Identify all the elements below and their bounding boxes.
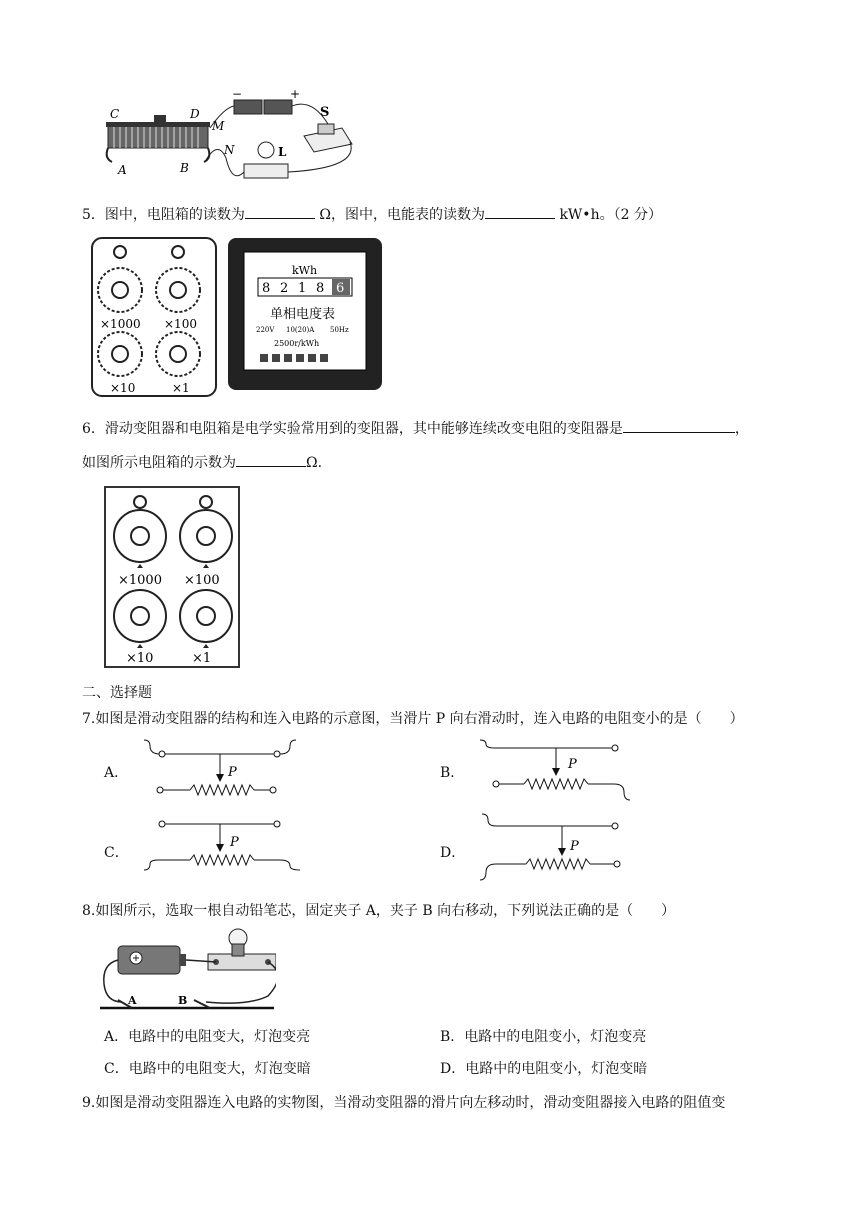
label-c: C [110,107,120,121]
q7-c-p: P [230,835,239,850]
q5-energy-meter [226,236,384,394]
q8-option-c: C．电路中的电阻变大，灯泡变暗 [104,1061,311,1077]
q8-option-a: A．电路中的电阻变大，灯泡变亮 [104,1029,311,1045]
meter-digit-2: 2 [280,281,289,296]
label-l: L [278,145,287,159]
battery-minus: − [232,88,243,101]
q7-option-d-diagram [476,812,636,884]
q7-option-b-diagram [476,736,636,804]
q6-mult-1000: ×1000 [118,573,162,588]
q5-blank-1 [245,204,315,219]
section-title: 二、选择题 [82,685,152,701]
rheostat-circuit-figure [98,88,360,188]
meter-title: 单相电度表 [270,307,336,322]
q6-blank-1 [623,418,735,433]
q8-option-b: B．电路中的电阻变小，灯泡变亮 [440,1029,647,1045]
q7-option-d-label: D． [440,845,466,861]
q6-resistance-box [104,486,240,670]
q7-option-a-diagram [140,736,300,800]
q7-b-p: P [568,757,577,772]
clip-b-label: B [178,994,188,1007]
q5-text: 5．图中，电阻箱的读数为 Ω，图中，电能表的读数为 kW•h。（2 分） [82,204,662,224]
meter-const: 2500r/kWh [274,339,320,348]
clip-a-label: A [128,994,137,1007]
q6-blank-2 [236,452,306,467]
q6-line1: 6．滑动变阻器和电阻箱是电学实验常用到的变阻器，其中能够连续改变电阻的变阻器是 ， [82,418,749,438]
q5-mult-1000: ×1000 [100,317,141,331]
q5-mult-1: ×1 [172,381,190,395]
q7-stem: 7.如图是滑动变阻器的结构和连入电路的示意图，当滑片 P 向右滑动时，连入电路的电阻变小的是（ ） [82,711,744,727]
q8-pencil-lead-circuit [98,924,276,1018]
meter-digit-3: 1 [298,281,307,296]
q7-option-c-diagram [140,816,304,880]
meter-digit-4: 8 [316,281,325,296]
q9-stem: 9.如图是滑动变阻器连入电路的实物图，当滑动变阻器的滑片向左移动时，滑动变阻器接入电路的阻值变 [82,1095,726,1111]
meter-spec-voltage: 220V [256,326,275,334]
q5-mult-100: ×100 [164,317,197,331]
q8-option-d: D．电路中的电阻变小，灯泡变暗 [440,1061,648,1077]
label-b: B [180,161,189,175]
label-s: S [320,105,330,120]
meter-spec-freq: 50Hz [330,326,349,334]
label-d: D [190,107,200,121]
q7-d-p: P [570,839,579,854]
q5-resistance-box [90,236,218,398]
battery-plus: + [290,88,301,101]
meter-digit-5: 6 [336,281,345,296]
q5-mult-10: ×10 [110,381,136,395]
q7-option-c-label: C． [104,845,129,861]
label-a: A [118,163,127,177]
meter-spec-current: 10(20)A [286,326,315,334]
q6-mult-100: ×100 [184,573,220,588]
label-m: M [212,119,225,133]
meter-digit-1: 8 [262,281,271,296]
q5-blank-2 [485,204,555,219]
meter-unit: kWh [292,264,318,277]
q6-line2: 如图所示电阻箱的示数为 Ω. [82,452,322,472]
q7-a-p: P [228,765,237,780]
q6-mult-1: ×1 [192,651,212,666]
label-n: N [224,143,235,157]
q7-option-b-label: B． [440,765,465,781]
q7-option-a-label: A． [104,765,129,781]
q6-mult-10: ×10 [126,651,154,666]
q8-stem: 8.如图所示，选取一根自动铅笔芯，固定夹子 A，夹子 B 向右移动，下列说法正确的是（ ） [82,903,676,919]
